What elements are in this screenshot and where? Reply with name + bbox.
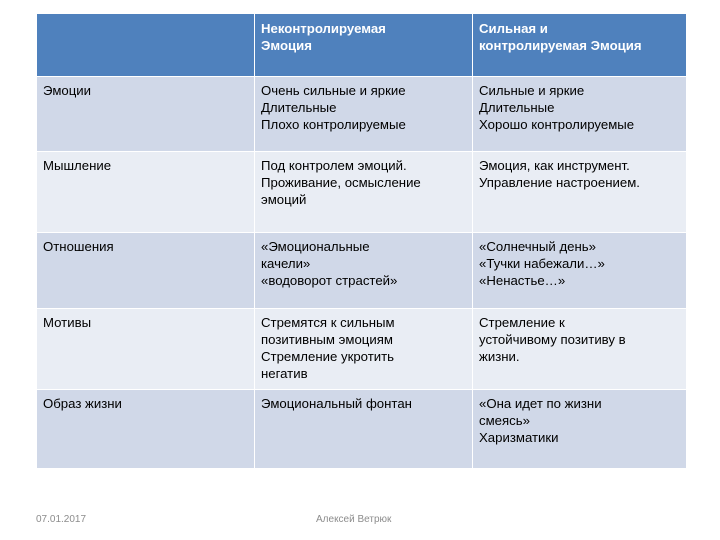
row-label bbox=[37, 152, 255, 233]
footer-author: Алексей Ветрюк bbox=[316, 514, 392, 525]
row-label-text: Отношения bbox=[43, 239, 114, 254]
cell-line: «Она идет по жизни bbox=[479, 396, 602, 411]
table-row-thinking bbox=[37, 152, 687, 233]
cell-line: негатив bbox=[261, 366, 308, 381]
cell-line: Харизматики bbox=[479, 430, 559, 445]
row-label bbox=[37, 77, 255, 152]
cell-line: «Ненастье…» bbox=[479, 273, 566, 288]
cell-line: «Тучки набежали…» bbox=[479, 256, 605, 271]
header-text-line: Сильная и bbox=[479, 21, 548, 36]
comparison-table bbox=[36, 13, 687, 469]
cell-uncontrolled bbox=[255, 390, 473, 469]
header-text-line: контролируемая Эмоция bbox=[479, 38, 642, 53]
cell-line: Длительные bbox=[479, 100, 555, 115]
table-row-relations bbox=[37, 233, 687, 309]
cell-line: Проживание, осмысление bbox=[261, 175, 421, 190]
cell-line: качели» bbox=[261, 256, 311, 271]
cell-line: позитивным эмоциям bbox=[261, 332, 393, 347]
row-label-text: Образ жизни bbox=[43, 396, 122, 411]
cell-uncontrolled bbox=[255, 152, 473, 233]
cell-line: Эмоциональный фонтан bbox=[261, 396, 412, 411]
header-text-line: Неконтролируемая bbox=[261, 21, 386, 36]
cell-line: Стремятся к сильным bbox=[261, 315, 395, 330]
row-label bbox=[37, 390, 255, 469]
table-row-motives bbox=[37, 309, 687, 390]
table-row-emotions bbox=[37, 77, 687, 152]
cell-line: эмоций bbox=[261, 192, 307, 207]
header-text-line: Эмоция bbox=[261, 38, 312, 53]
header-cell-uncontrolled bbox=[255, 14, 473, 77]
cell-line: смеясь» bbox=[479, 413, 530, 428]
cell-line: Сильные и яркие bbox=[479, 83, 585, 98]
cell-line: Длительные bbox=[261, 100, 337, 115]
cell-line: Очень сильные и яркие bbox=[261, 83, 406, 98]
row-label bbox=[37, 309, 255, 390]
row-label bbox=[37, 233, 255, 309]
cell-controlled bbox=[473, 390, 687, 469]
row-label-text: Эмоции bbox=[43, 83, 92, 98]
cell-line: Плохо контролируемые bbox=[261, 117, 406, 132]
cell-line: Стремление укротить bbox=[261, 349, 395, 364]
cell-line: Стремление к bbox=[479, 315, 565, 330]
table-row-lifestyle bbox=[37, 390, 687, 469]
header-cell-empty bbox=[37, 14, 255, 77]
cell-line: «водоворот страстей» bbox=[261, 273, 398, 288]
cell-line: «Солнечный день» bbox=[479, 239, 596, 254]
row-label-text: Мышление bbox=[43, 158, 112, 173]
cell-uncontrolled bbox=[255, 233, 473, 309]
cell-line: Эмоция, как инструмент. bbox=[479, 158, 630, 173]
cell-uncontrolled bbox=[255, 309, 473, 390]
cell-line: «Эмоциональные bbox=[261, 239, 370, 254]
row-label-text: Мотивы bbox=[43, 315, 92, 330]
cell-controlled bbox=[473, 233, 687, 309]
header-cell-controlled bbox=[473, 14, 687, 77]
cell-line: Управление настроением. bbox=[479, 175, 640, 190]
cell-controlled bbox=[473, 309, 687, 390]
cell-line: устойчивому позитиву в bbox=[479, 332, 626, 347]
cell-uncontrolled bbox=[255, 77, 473, 152]
cell-line: Под контролем эмоций. bbox=[261, 158, 407, 173]
cell-controlled bbox=[473, 77, 687, 152]
cell-controlled bbox=[473, 152, 687, 233]
footer-date: 07.01.2017 bbox=[36, 514, 87, 525]
cell-line: Хорошо контролируемые bbox=[479, 117, 635, 132]
table-header-row bbox=[37, 14, 687, 77]
cell-line: жизни. bbox=[479, 349, 520, 364]
